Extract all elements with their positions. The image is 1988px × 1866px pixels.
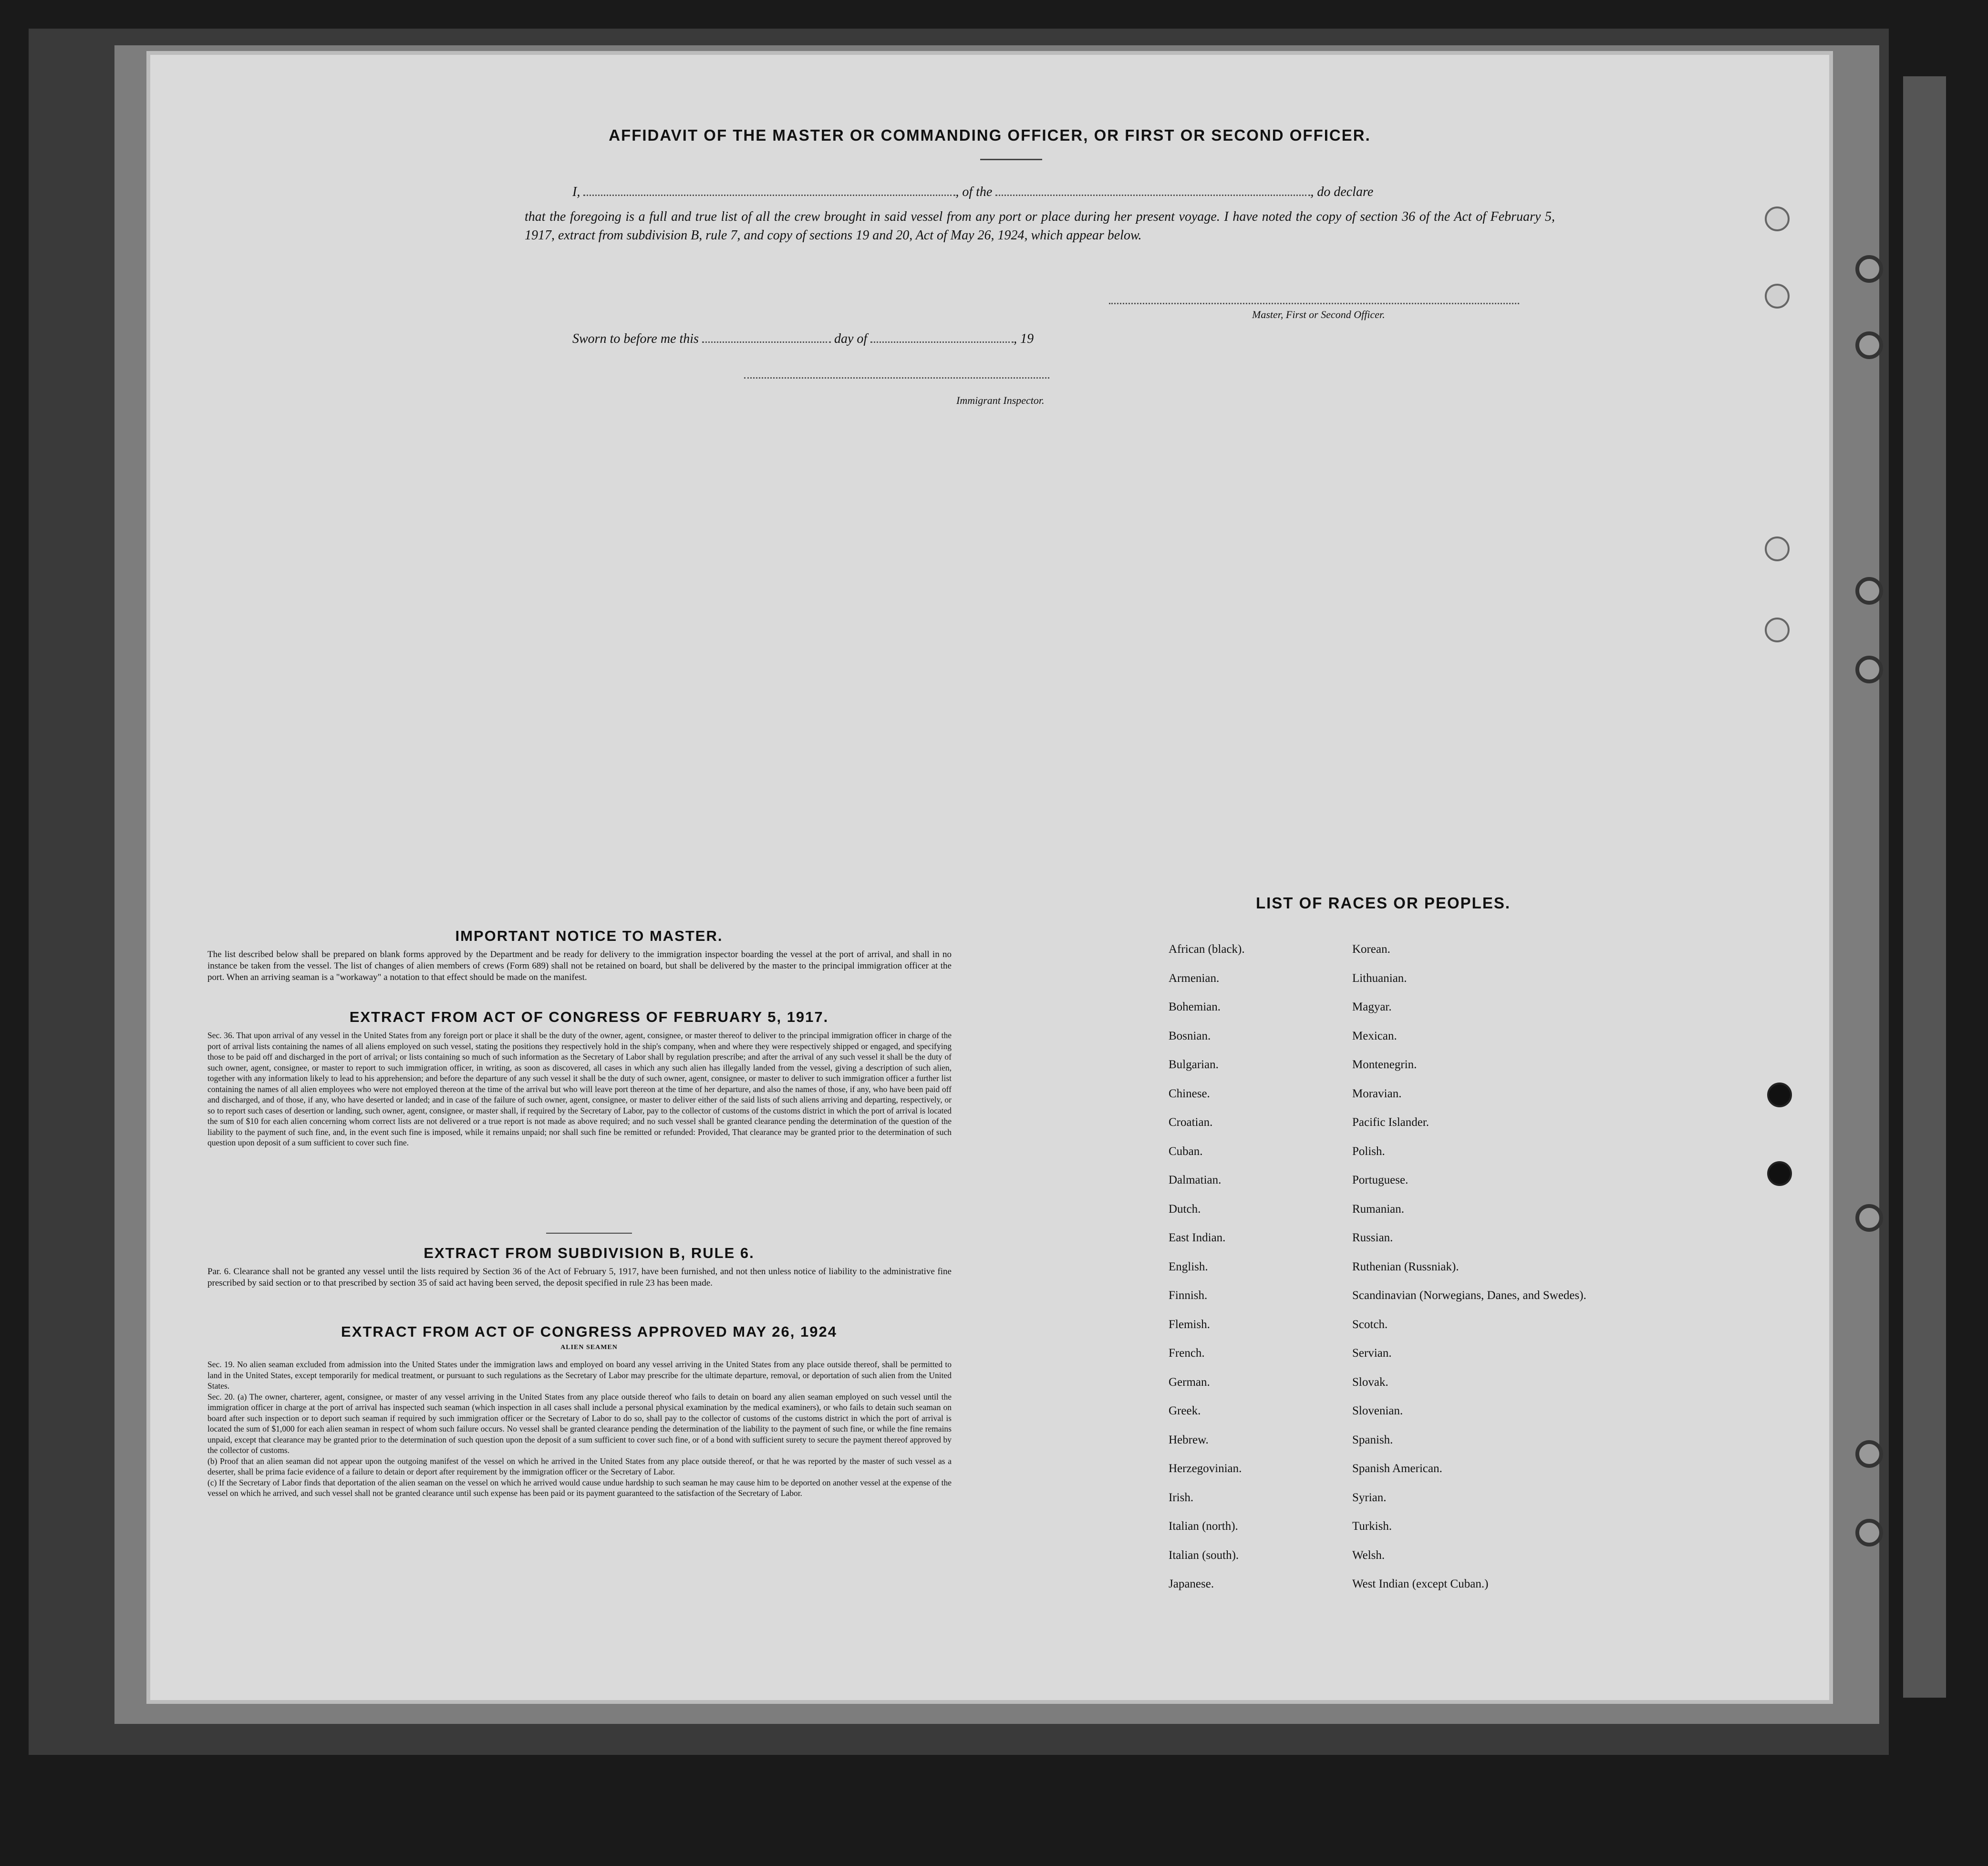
binder-ring bbox=[1855, 331, 1883, 359]
sec20b-text: (b) Proof that an alien seaman did not appear upon the outgoing manifest of the vessel on which he arrived in the United States from any place outside thereof, or that he was reported by the master of such vessel as a deserter, shall be prima facie evidence of a failure to detain or deport after requirement by the immigration officer or the Secretary of Labor. bbox=[207, 1456, 952, 1476]
race-left: Japanese. bbox=[1169, 1577, 1214, 1591]
binder-ring bbox=[1855, 577, 1883, 605]
race-row bbox=[1169, 1512, 1646, 1541]
race-right: Moravian. bbox=[1352, 1087, 1402, 1100]
sworn-prefix: Sworn to before me this bbox=[572, 331, 699, 346]
race-row bbox=[1169, 1310, 1646, 1340]
race-left: English. bbox=[1169, 1260, 1208, 1273]
sworn-month-blank bbox=[870, 341, 1014, 343]
race-right: Turkish. bbox=[1352, 1520, 1392, 1533]
extract-1924-subtitle: ALIEN SEAMEN bbox=[560, 1344, 618, 1351]
race-right: Ruthenian (Russniak). bbox=[1352, 1260, 1459, 1273]
race-right: Scandinavian (Norwegians, Danes, and Swedes). bbox=[1352, 1289, 1586, 1302]
races-table-body bbox=[1169, 935, 1646, 1599]
race-row bbox=[1169, 1253, 1646, 1282]
sec19-text: Sec. 19. No alien seaman excluded from admission into the United States under the immigration laws and employed on board any vessel arriving in the United States from any place outside thereof, shall be permitted to land in the United States, except temporarily for medical treatment, or pursuant to such regulations as the Secretary of Labor may prescribe for the ultimate departure, removal, or deportation of such alien from the United States. bbox=[207, 1360, 952, 1391]
affidavit-body: that the foregoing is a full and true list of all the crew brought in said vessel from any port or place during her present voyage. I have noted the copy of section 36 of the Act of February 5, 1917, extract from subdivision B, rule 7, and copy of sections 19 and 20, Act of May 26, 1924, which appear below. bbox=[525, 209, 1555, 243]
race-right: Korean. bbox=[1352, 943, 1390, 956]
signature-blank bbox=[1109, 303, 1519, 304]
race-right: Syrian. bbox=[1352, 1491, 1387, 1504]
sworn-year: , 19 bbox=[1014, 331, 1034, 346]
punch-hole bbox=[1765, 618, 1790, 642]
binder-ring bbox=[1855, 1204, 1883, 1232]
race-left: Flemish. bbox=[1169, 1318, 1210, 1331]
races-table bbox=[1169, 935, 1646, 1599]
race-left: Chinese. bbox=[1169, 1087, 1210, 1100]
race-row bbox=[1169, 993, 1646, 1022]
race-left: Greek. bbox=[1169, 1404, 1201, 1418]
race-right: Portuguese. bbox=[1352, 1174, 1408, 1187]
race-right: Servian. bbox=[1352, 1347, 1392, 1360]
sworn-day-blank bbox=[702, 341, 831, 343]
sec20c-text: (c) If the Secretary of Labor finds that deportation of the alien seaman on the vessel on which he arrived would cause undue hardship to such seaman he may cause him to be deported on another vessel at the expense of the vessel on which he arrived, and such vessel shall not be granted clearance until such expense has been paid or its payment guaranteed to the satisfaction of the Secretary of Labor. bbox=[207, 1477, 952, 1498]
race-right: Scotch. bbox=[1352, 1318, 1388, 1331]
race-right: Mexican. bbox=[1352, 1029, 1397, 1042]
extract-1917-text: Sec. 36. That upon arrival of any vessel in the United States from any foreign port or place it shall be the duty of the owner, agent, consignee, or master thereof to deliver to the principal immigration officer in charge of the port of arrival lists containing the names of all aliens employed on such vessel, stating the positions they respectively hold in the ship's company, when and where they were respectively shipped or engaged, and specifying those to be paid off and discharged in the port of arrival; or lists containing so much of such information as the Secretary of Labor shall by regulation prescribe; and after the arrival of any such vessel it shall be the duty of such owner, agent, consignee, or master to report to such immigration officer, in writing, as soon as discovered, all cases in which any such alien has illegally landed from the vessel, giving a description of such alien, together with any information likely to lead to his apprehension; and before the departure of any such vessel it shall be the duty of such owner, agent, consignee, or master to deliver to such immigration officer a further list containing the names of all alien employees who were not employed thereon at the time of the arrival but who will leave port thereon at the time of her departure, and also the names of those, if any, who have been paid off and discharged, and of those, if any, who have deserted or landed; and in case of the failure of such owner, agent, consignee, or master to deliver either of the said lists of such aliens arriving and departing, respectively, or so to report such cases of desertion or landing, such owner, agent, consignee, or master shall, if required by the Secretary of Labor, pay to the collector of customs of the customs district in which the port of arrival is located the sum of $10 for each alien concerning whom correct lists are not delivered or a true report is not made as above required; and no such vessel shall be granted clearance pending the determination of the question of the liability to the payment of such fine, and, in the event such fine is imposed, while it remains unpaid; nor shall such fine be remitted or refunded: Provided, That clearance may be granted prior to the determination of such question upon deposit of a sum sufficient to cover such fine. bbox=[207, 1031, 952, 1147]
punch-hole bbox=[1767, 1082, 1792, 1107]
race-row bbox=[1169, 1137, 1646, 1166]
race-right: Russian. bbox=[1352, 1231, 1393, 1245]
notice-text: The list described below shall be prepared on blank forms approved by the Department and be ready for delivery to the immigration inspector boarding the vessel at the port of arrival, and shall in no instance be taken from the vessel. The list of changes of alien members of crews (Form 689) shall not be retained on board, but shall be delivered by the master to the principal immigration officer at the port. When an arriving seaman is a "workaway" a notation to that effect should be made on the manifest. bbox=[207, 949, 952, 982]
race-left: Italian (south). bbox=[1169, 1548, 1239, 1562]
sec20a-text: Sec. 20. (a) The owner, charterer, agent, consignee, or master of any vessel arriving in the United States from any place outside thereof who fails to detain on board any alien seaman employed on such vessel until the immigration officer in charge at the port of arrival has inspected such seaman (which inspection in all cases shall include a personal physical examination by the medical examiners), or who fails to detain such seaman on board after such inspection or to deport such seaman if required by such immigration officer or the Secretary of Labor to do so, shall pay to the collector of customs of the customs district in which the port of arrival is located the sum of $1,000 for each alien seaman in respect of whom such failure occurs. No vessel shall be granted clearance pending the determination of the liability to the payment of such fine, or while the fine remains unpaid, except that clearance may be granted prior to the determination of such question upon the deposit of a sum sufficient to cover such fine, or of a bond with sufficient surety to secure the payment thereof approved by the collector of customs. bbox=[207, 1392, 952, 1455]
race-left: Bulgarian. bbox=[1169, 1058, 1219, 1072]
inspector-label: Immigrant Inspector. bbox=[956, 394, 1045, 406]
affidavit-of-the: , of the bbox=[955, 185, 993, 199]
race-row bbox=[1169, 1397, 1646, 1426]
race-right: Spanish American. bbox=[1352, 1462, 1442, 1475]
race-row bbox=[1169, 1368, 1646, 1397]
race-left: French. bbox=[1169, 1347, 1205, 1360]
race-right: Pacific Islander. bbox=[1352, 1116, 1429, 1129]
race-row bbox=[1169, 1541, 1646, 1570]
race-right: Slovenian. bbox=[1352, 1404, 1403, 1418]
race-row bbox=[1169, 1224, 1646, 1253]
extract-rule6-text: Par. 6. Clearance shall not be granted any vessel until the lists required by Section 36 of the Act of February 5, 1917, have been furnished, and not then unless notice of liability to the administrative fine prescribed by said section or to that prescribed by section 35 of said act having been served, the deposit specified in rule 23 has been made. bbox=[207, 1267, 952, 1288]
race-left: Finnish. bbox=[1169, 1289, 1208, 1302]
binder-ring bbox=[1855, 1440, 1883, 1468]
race-left: Armenian. bbox=[1169, 971, 1220, 985]
binder-ring bbox=[1855, 1519, 1883, 1546]
binder-ring bbox=[1855, 656, 1883, 683]
race-row bbox=[1169, 1281, 1646, 1310]
race-left: Cuban. bbox=[1169, 1144, 1203, 1158]
race-row bbox=[1169, 1339, 1646, 1368]
race-row bbox=[1169, 1454, 1646, 1484]
divider bbox=[980, 159, 1042, 160]
race-row bbox=[1169, 1484, 1646, 1513]
race-row bbox=[1169, 1570, 1646, 1599]
race-right: Welsh. bbox=[1352, 1548, 1385, 1562]
name-blank bbox=[583, 195, 955, 196]
race-row bbox=[1169, 1080, 1646, 1109]
affidavit-i: I, bbox=[572, 185, 580, 199]
race-left: Bosnian. bbox=[1169, 1029, 1211, 1042]
affidavit-declaration-line bbox=[572, 185, 1622, 200]
race-right: Rumanian. bbox=[1352, 1202, 1405, 1216]
race-row bbox=[1169, 1108, 1646, 1137]
race-left: Italian (north). bbox=[1169, 1520, 1238, 1533]
sworn-line bbox=[572, 331, 1034, 347]
extract-1924-title: EXTRACT FROM ACT OF CONGRESS APPROVED MAY 26, 1924 bbox=[341, 1323, 837, 1340]
race-row bbox=[1169, 1022, 1646, 1051]
divider bbox=[546, 1233, 632, 1234]
race-row bbox=[1169, 1195, 1646, 1224]
race-row bbox=[1169, 935, 1646, 964]
race-right: Magyar. bbox=[1352, 1000, 1392, 1014]
inspector-blank bbox=[744, 377, 1049, 379]
affidavit-declare: , do declare bbox=[1310, 185, 1374, 199]
race-row bbox=[1169, 964, 1646, 993]
race-right: West Indian (except Cuban.) bbox=[1352, 1577, 1489, 1591]
race-left: Herzegovinian. bbox=[1169, 1462, 1242, 1475]
race-right: Montenegrin. bbox=[1352, 1058, 1417, 1072]
binder-edge bbox=[1903, 76, 1946, 1698]
race-left: Irish. bbox=[1169, 1491, 1194, 1504]
manifest-page bbox=[150, 55, 1829, 1700]
extract-rule6-title: EXTRACT FROM SUBDIVISION B, RULE 6. bbox=[424, 1245, 755, 1261]
notice-title: IMPORTANT NOTICE TO MASTER. bbox=[455, 928, 723, 944]
race-left: German. bbox=[1169, 1375, 1210, 1389]
punch-hole bbox=[1765, 536, 1790, 561]
race-right: Spanish. bbox=[1352, 1433, 1393, 1446]
race-left: Hebrew. bbox=[1169, 1433, 1209, 1446]
race-left: Bohemian. bbox=[1169, 1000, 1221, 1014]
punch-hole bbox=[1767, 1161, 1792, 1186]
race-left: Croatian. bbox=[1169, 1116, 1213, 1129]
extract-1924-body bbox=[207, 1359, 952, 1499]
race-right: Polish. bbox=[1352, 1144, 1385, 1158]
punch-hole bbox=[1765, 206, 1790, 231]
race-left: East Indian. bbox=[1169, 1231, 1226, 1245]
punch-hole bbox=[1765, 284, 1790, 309]
sworn-day: day of bbox=[834, 331, 868, 346]
race-row bbox=[1169, 1426, 1646, 1455]
race-right: Slovak. bbox=[1352, 1375, 1388, 1389]
extract-1917-title: EXTRACT FROM ACT OF CONGRESS OF FEBRUARY 5, 1917. bbox=[349, 1009, 829, 1025]
races-title: LIST OF RACES OR PEOPLES. bbox=[1255, 894, 1511, 912]
race-right: Lithuanian. bbox=[1352, 971, 1407, 985]
race-left: Dutch. bbox=[1169, 1202, 1201, 1216]
affidavit-title: AFFIDAVIT OF THE MASTER OR COMMANDING OFFICER, OR FIRST OR SECOND OFFICER. bbox=[609, 126, 1371, 144]
signature-label: Master, First or Second Officer. bbox=[1252, 309, 1385, 320]
race-row bbox=[1169, 1166, 1646, 1195]
vessel-blank bbox=[995, 195, 1310, 196]
race-left: African (black). bbox=[1169, 943, 1245, 956]
binder-ring bbox=[1855, 255, 1883, 283]
race-row bbox=[1169, 1051, 1646, 1080]
race-left: Dalmatian. bbox=[1169, 1174, 1222, 1187]
